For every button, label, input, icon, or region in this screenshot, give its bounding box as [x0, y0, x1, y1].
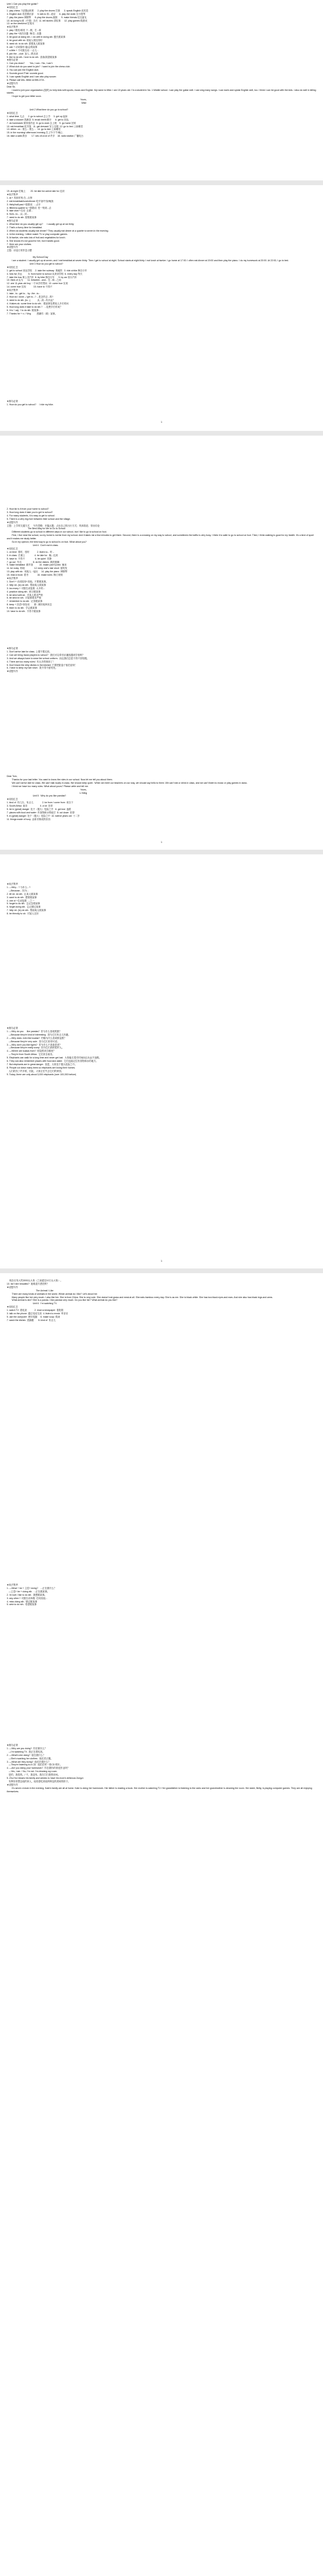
section-text: ★典句必背 1. —Why do you like pandas? 你为什么喜欢熊猫？ —Because they're kind of interesting. 因为它们有点儿有趣。 2. —Why does John like koalas? 约翰为什么喜欢树袋熊？ —Because they're very cute. 因为它们非常可爱。 3. —Why don't you like tigers? 你为什么不喜欢老虎？ —Because they're really scary. 因为它们真的很吓人。 4. —Where are koalas from? 树袋熊来自哪里？ —They're from South Africa. 它们来自南非。 5. Elephants can walk for a long time and never get lost. 大象能走很长时间而且永远不迷路。 6. They can also remember places with food and water. 它们也能记住有食物和水的地方。 7. But elephants are in great danger. 但是，大象处于极大危险之中。 8. People cut down many trees so elephants are losing their homes. 人们砍伐了许多树，因此，大象正在失去它们的家园。 9. Today, there are only about 3,000 elephants (over 100,000 before): [7, 1027, 102, 1076]
section-text: ★典句必背 1. Don't arrive late for class. 上课不要迟到。 2. Can we bring music players to school? 我们可以带音乐播放器到学校吗？ 3. And we always have to wear the school uniform. 而且我们总是不得不穿校服。 4. There are too many rules! 有太多的规则了！ 5. Don't leave the dirty dishes in the kitchen! 不要把脏盘子留在厨房！ 6. I have to keep my hair short. 我不得不留短发。 ★话题写作: [7, 647, 89, 673]
text-section: [7, 3, 316, 176]
section-text: Dear Tom, Thanks for your last letter. You want to know the rules in our school. Now let me tell you about them. We can't arrive late for class. We can't talk loudly in class. We should keep quiet. When we meet our teachers on our way, we should say hello to them. We can't eat or drink in class, and we can't listen to music or play games in class. I think we have too many rules. What about yours? Please write and tell me. Yours, Li Ming Unit 5 Why do you like pandas? ★词组汇总 1. kind of 有几分，有点儿 2. be from / come from 来自于 3. South Africa 南非 4. a lot 非常 5. be in (great) danger 处于（极大）危险之中 6. get lost 迷路 7. places with food and water 有食物和水的地方 8. cut down 砍掉 9. in (great) danger 处于（极大）危险之中 10. twelve years old 十二岁 11. things made of ivory 由象牙制成的东西: [7, 775, 248, 821]
section-text: ★用法集萃 1. —Why... ? 为什么...? —Because... 因为... 2. let sb. do sth. 让某人做某事 3. want to do sth. 想要做某事 4. one of +名词复数 ...之一 5. forget to do sth. 忘记去做某事 6. forget doing sth. 忘记做过某事 7. help sb. (to) do sth. 帮助某人做某事 8. be friendly to sb. 对某人友好: [7, 883, 46, 916]
section-text: 19. at night 在晚上 20. be late for=arrive late for 迟到 ★用法集萃 1. at + 具体时刻 在...点钟 2. eat breakfast/lunch/dinner 吃早饭/午饭/晚饭 3. thirty/half past +基数词 ...点半 4. fifteen/a quarter to +基数词 差一刻到...点 5. take a/an +名词 去做... 6. from...to... 从...到... 7. need to do sth. 需要做某事 ★典句必背 1. What time do you usually get up? I usually get up at six thirty. 2. That's a funny time for breakfast. 3. When do students usually eat dinner? They usually eat dinner at a quarter to seven in the evening. 4. In the evening, I either watch TV or play computer games. 5. At twelve, she eats lots of fruit and vegetables for lunch. 6. She knows it's not good for her, but it tastes good. 7. Here are your clothes. ★话题写作 主题：谈论日常作息习惯 My School Day I am a student. I usually get up at seven, and I eat breakfast at seven thirty. Then I get to school at eight. School starts at eight thirty. I eat lunch at twelve. I go home at 17:00. I often eat dinner at 19:00 and then play the piano. I do my homework at 20:00. At 22:00, I go to bed. Unit 3 How do you get to school? ★词组汇总 1. get to school 到达学校 2. take the subway 乘地铁 3. ride a bike 骑自行车 4. how far 多远 5. from home to school 从家到学校 6. every day 每天 7. take the bus 乘公共汽车 8. by bike 骑自行车 9. by car 坐小汽车 10. think of 认为 11. between...and... 在...和...之间 12. one 11-year-old boy 一个11岁的男孩 13. come true 实现 14. come true 实现 15. have to 不得不 ★用法集萃 1. take...to...get to... by...the...to... 2. How do I done.../ get to...? ...是怎样去...的? 3. need to do sth. (to...) 从...到...有多远？ 4. It takes sb. some time to do sth. 做某事花费某人多长时间 5. How long does it take to do sth.? ...花费多长时间？ 6. It is + adj. + to do sth. 做某事... 7. Thanks for + n. / Ving 感谢你（做）某事。: [7, 190, 289, 315]
text-section: [7, 775, 316, 877]
text-section: [7, 883, 316, 1017]
text-section: [7, 190, 316, 395]
section-text: 现存仅有大约3000头大象（之前超过10万头大象）。 10. Isn't she beautiful? 她难道不漂亮吗？ ★话题写作 The Animal I Like There are many kinds of animals in the world. Which animal do I like? Let's know her. Many people like her very much. I also like her. She is from China. She is very cute. She doesn't eat grass and meat at all. She eats bamboo every day. She is as me. She is black white. She has two black eyes and ears. And she also has black legs and arms. What animal is she? She is a panda. I like pandas very much. Do you like her? What animal do you like? Unit 6 I'm watching TV. ★词组汇总 1. watch TV 看电视 2. read a newspaper 看报纸 3. talk on the phone 通过电话交谈 4. listen to music 听音乐 5. use the computer 使用电脑 6. make soup 做汤 7. wash the dishes 洗碗碟 8. kind of 有点儿: [7, 1279, 273, 1322]
section-text: 2. How far is it from your home to school? 3. How long does it take you to get to school? 4. For many students, it is easy to get to school. 5. There is a very big river between their school and the village. ★话题写作 主题：上学的交通方式 写作思路：开篇点题；点出自己的出行方式；具体描述；得出结论 The Best Way for Me to Go to School Different students go to school in different ways in our school, but I like to go to school on foot. First, I live near the school, so my home is not far from my school. And it takes me a few minutes to get there. Second, there is a crossing on my way to school, and sometimes the traffic is very busy. I think it is safer to go to school on foot. Third, I think walking is good for my health. It's a kind of sport and it makes me study better. So in my opinion, the best way to go to school is on foot. What about you? Unit 4 Don't eat in class. ★词组汇总 1. on time 准时，按时 2. listen to... 听... 3. in class 在课上 4. be late for 晚...迟到 5. have to 不得不 6. be quiet 安静 7. go out 外出 8. do the dishes 刷洗餐碗 9. make breakfast 做早饭 10. make (one's) bed 铺床 11. be noisy 吵闹 12. keep one's hair short 留短发 13. play with sb. 和某人一起玩 14. play the piano 弹钢琴 15. read a book 看书 16. make rules 制订规则 ★用法集萃 1. Don't + 动词原形+其他。不要做某事。 2. help sb. (to) do sth. 帮助某人做某事 3. too many + 可数名词复数 太多的... 4. practice doing sth. 练习做某事 5. be strict with sb. 对某人要求严格 6. be strict in sth. 对某事要求严格 7. remember to do sth. 记得做某事 8. keep + 宾语+形容词 使...保持某种状态 9. learn to do sth. 学会做某事 10. have to do sth. 不得不做某事: [7, 508, 314, 613]
page-number: 1: [160, 840, 163, 844]
page-separator: [0, 180, 323, 185]
text-section: [7, 647, 316, 761]
section-text: ★用法集萃 1. —What + be + 主语+ doing? ...正在做什么？ —主语+ be + doing sth. ...正在做某事。 2. I'd love / like to do sth. 我想做某事。 3. any other + 可数名词单数 任何其他... 4. miss doing sth. 错过做某事 5. wish to do sth. 希望做某事: [7, 1584, 57, 1606]
page-number: 1: [160, 420, 163, 423]
page-number: 1: [160, 1259, 163, 1262]
section-text: ★典句必背 1. How do you get to school? I ride my bike.: [7, 400, 54, 406]
text-section: [7, 1584, 316, 1738]
text-section: [7, 400, 316, 502]
text-section: [7, 1279, 316, 1575]
page-separator: [0, 1268, 323, 1273]
page-separator: [0, 431, 323, 436]
text-section: [7, 1027, 316, 1161]
text-section: [7, 508, 316, 634]
section-text: Unit 1 Can you play the guitar? ★词组汇总 1. play chess 下(国际)象棋 2. play the drums 打鼓 3. speak English 说英语 4. English club 英语俱乐部 5. talk to 和...说话 6. play the violin 拉小提琴 7. play the piano 弹钢琴 8. play the drums 敲鼓 9. make friends 结交朋友 10. do kung fu 练（中国）功夫 11. tell stories 讲故事 12. play games 做游戏 13. on the weekend 在周末 ★用法集萃 1. play +棋类/球类 下...棋，打...球 2. play the +西洋乐器 弹/拉...乐器 3. be good at doing sth. = do well in doing sth. 擅长做某事 4. be good with sb. 和某人相处得好 5. need sb. to do sth. 需要某人做某事 6. can + 动词原形 能/会做某事 7. a little + 不可数名词 一点儿... 8. join the ...club 加入...俱乐部 9. like to do sth. / love to do sth. 喜欢/渴望做某事 ★典句必背 1. Can you draw? Yes, I can. / No, I can't. 2. What club do you want to join? I want to join the chess club. 3. You can join the English club. 4. Sounds good./That sounds good. 5. I can speak English and I can also play soccer. 6. Please call Mrs. Miller at 555-3721. ★话题写作 Dear Sir, I want to join your organization (组织) to help kids with sports, music and English. My name is Mike. I am 15 years old. I'm a student in No. 1 Middle school. I can play the guitar well. I can sing many songs. I can swim and speak English well, too. I think I can be good with the kids. I also do well in telling stories. I hope to get your letter soon. Yours, Mike Unit 2 What time do you go to school? ★词组汇总 1. what time 几点 2. go to school 去上学 3. get up 起床 4. take a shower 洗淋浴 5. brush teeth 刷牙 6. get to 到达 7. do homework 做家庭作业 8. go to work 去上班 9. go home 回家 10. eat breakfast 吃早饭 11. get dressed 穿上衣服 12. go to bed 上床睡觉 13. either...or... 要么…要么… 14. go to bed 上床睡觉 15. in the morning/ afternoon/ evening 在上午/下午/晚上 16. take a walk 散步 17. lots of=a lot of 许多 18. radio station 广播电台: [7, 3, 316, 138]
section-text: ★典句必背 1. —Why are you doing? 你在做什么？ —I'm watching TV. 我正在看电视。 2. —What's she doing? 她在做什么？ —She's washing her clothes. 她在洗衣服。 3. —What are they doing? 他们在做什么？ —They're listening to a CD. 他们在听一张CD 唱片。 4. —Are you doing your homework? 你在做你的家庭作业吗？ —Yes, I am. / No, I'm not. I'm cleaning my room. 是的，我是的。/ 不，我没有。我在打扫我的房间。 5. Zhu Hui misses his family and wishes to have his mom's delicious Zongzi. 朱辉非常想念他的家人，他希望吃到他妈妈包的美味的粽子。 ★话题写作 It's seven o'clock in the evening. Kate's family are all at home. Kate is doing her homework. Her father is reading a book. Her mother is watching TV. Her grandfather is listening to the radio and her grandmother is cleaning the room. Her sister, Betty, is playing computer games. They are all enjoying themselves.: [7, 1744, 312, 1793]
text-section: [7, 1744, 316, 1899]
